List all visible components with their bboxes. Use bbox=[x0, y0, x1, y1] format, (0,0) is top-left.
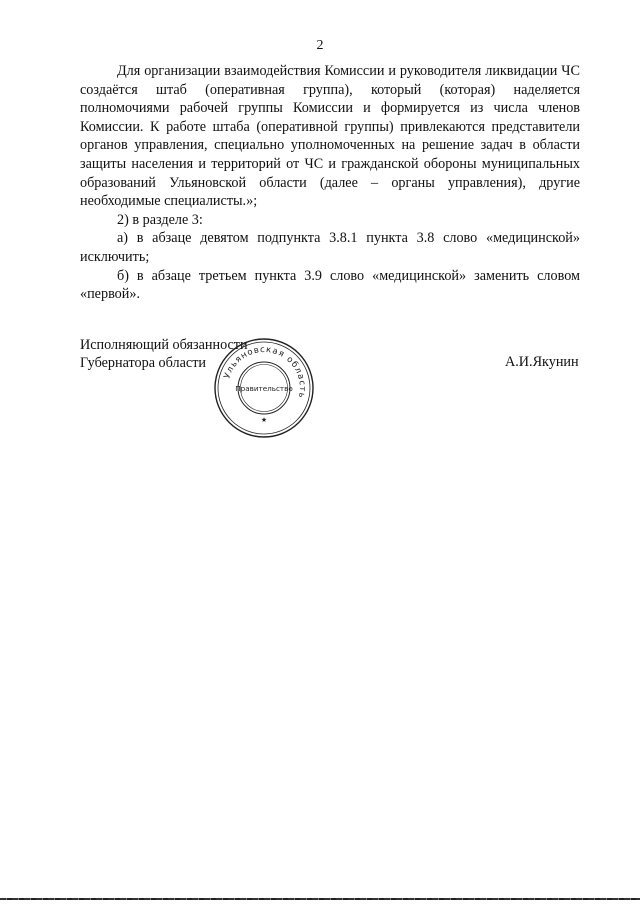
paragraph-section-3: 2) в разделе 3: bbox=[117, 211, 203, 228]
seal-ring-text: Ульяновская область bbox=[222, 344, 308, 400]
paragraph-item-a: а) в абзаце девятом подпункта 3.8.1 пункта 3.8 слово «медицинской» исключить; bbox=[80, 230, 580, 265]
signatory-title-line-2: Губернатора области bbox=[80, 355, 206, 371]
seal-star-icon: ★ bbox=[260, 416, 268, 424]
seal-center-text: Правительство bbox=[235, 384, 293, 393]
paragraph-item-b: б) в абзаце третьем пункта 3.9 слово «медицинской» заменить словом «первой». bbox=[80, 267, 580, 303]
document-body bbox=[80, 62, 580, 304]
signatory-name: А.И.Якунин bbox=[505, 354, 579, 370]
paragraph-headquarters: Для организации взаимодействия Комиссии и руководителя ликвидации ЧС создаётся штаб (оперативная группа), который (которая) наделяется полномочиями рабочей группы Комиссии и формируется из числа членов Комиссии. К работе штаба (оперативной группы) привлекаются представители органов управления, специально уполномоченных на решение задач в области защиты населения и территорий от ЧС и гражданской обороны муниципальных образований Ульяновской области (далее – органы управления), другие необходимые специалисты.»; bbox=[80, 63, 580, 210]
scan-bottom-edge bbox=[0, 898, 640, 900]
government-seal bbox=[212, 336, 316, 440]
signatory-title-line-1: Исполняющий обязанности bbox=[80, 337, 248, 353]
page-number: 2 bbox=[316, 38, 324, 53]
